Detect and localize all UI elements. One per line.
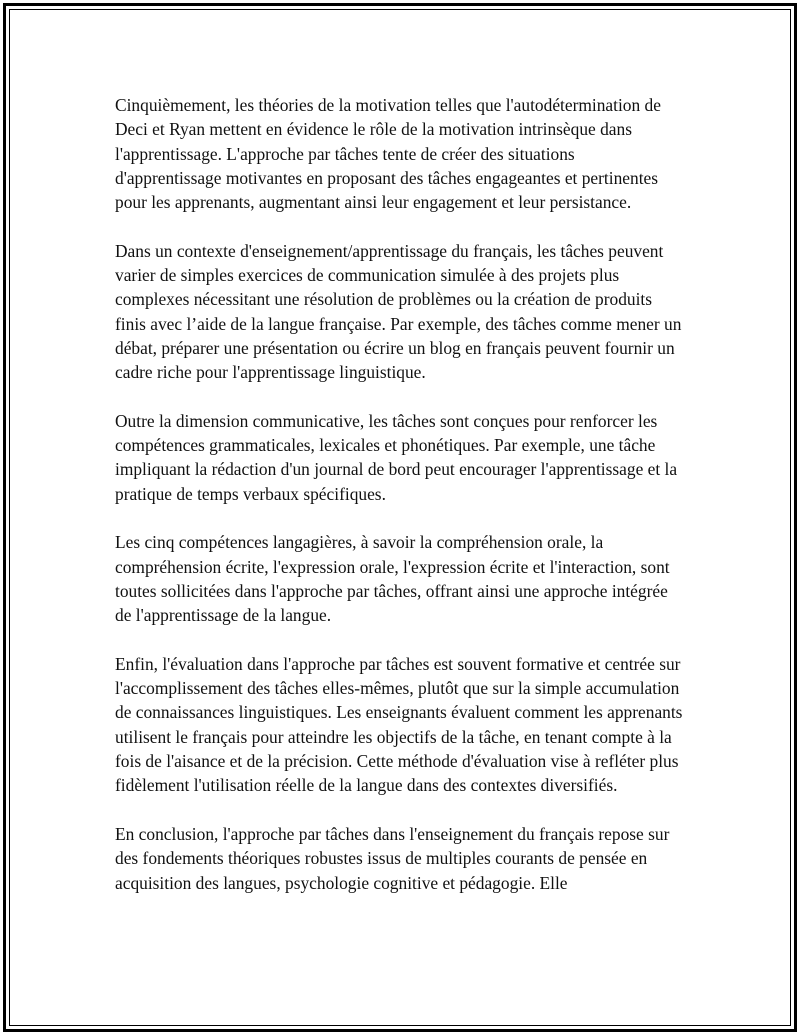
paragraph-context: Dans un contexte d'enseignement/apprentissage du français, les tâches peuvent varier de simples exercices de communication simulée à des projets plus complexes nécessitant une résolution de problèmes ou la création de produits finis avec l’aide de la langue française. Par exemple, des tâches comme mener un débat, préparer une présentation ou écrire un blog en français peuvent fournir un cadre riche pour l'apprentissage linguistique. [115, 240, 682, 383]
paragraph-five-competences: Les cinq compétences langagières, à savoir la compréhension orale, la compréhension écrite, l'expression orale, l'expression écrite et l'interaction, sont toutes sollicitées dans l'approche par tâches, offrant ainsi une approche intégrée de l'apprentissage de la langue. [115, 532, 670, 626]
paragraph-motivation: Cinquièmement, les théories de la motivation telles que l'autodétermination de Deci et Ryan mettent en évidence le rôle de la motivation intrinsèque dans l'apprentissage. L'approche par tâches tente de créer des situations d'apprentissage motivantes en proposant des tâches engageantes et pertinentes pour les apprenants, augmentant ainsi leur engagement et leur persistance. [115, 95, 661, 213]
paragraph-communicative-dimension: Outre la dimension communicative, les tâches sont conçues pour renforcer les compétences grammaticales, lexicales et phonétiques. Par exemple, une tâche impliquant la rédaction d'un journal de bord peut encourager l'apprentissage et la pratique de temps verbaux spécifiques. [115, 410, 678, 504]
paragraph-evaluation: Enfin, l'évaluation dans l'approche par tâches est souvent formative et centrée sur l'accomplissement des tâches elles-mêmes, plutôt que sur la simple accumulation de connaissances linguistiques. Les enseignants évaluent comment les apprenants utilisent le français pour atteindre les objectifs de la tâche, en tenant compte à la fois de l'aisance et de la précision. Cette méthode d'évaluation vise à refléter plus fidèlement l'utilisation réelle de la langue dans des contextes diversifiés. [115, 653, 683, 796]
paragraph-conclusion: En conclusion, l'approche par tâches dans l'enseignement du français repose sur des fondements théoriques robustes issus de multiples courants de pensée en acquisition des langues, psychologie cognitive et pédagogie. Elle [115, 823, 670, 893]
document-body [115, 93, 685, 919]
